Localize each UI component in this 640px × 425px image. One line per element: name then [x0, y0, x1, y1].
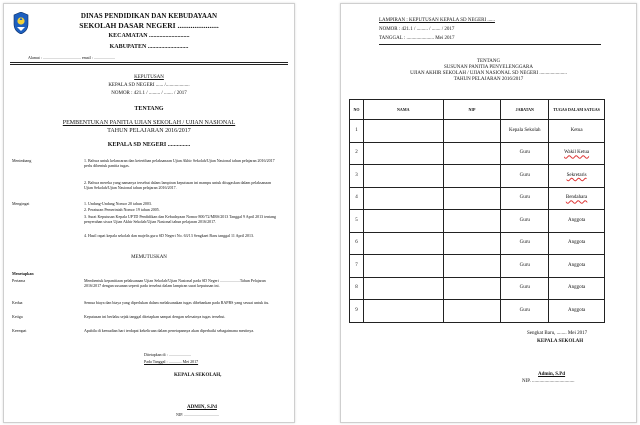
table-row	[350, 300, 605, 323]
lampiran-nomor: NOMOR : 421.1 / ......... / ....... / 2017	[379, 27, 455, 32]
table-header-row	[350, 100, 605, 120]
row-nama	[363, 210, 443, 233]
table-row	[350, 255, 605, 278]
row-tugas: Wakil Ketua	[549, 142, 605, 165]
header-nip: NIP	[443, 100, 501, 120]
row-jabatan: Guru	[501, 210, 549, 233]
lampiran-kepala-sekolah: KEPALA SEKOLAH	[537, 339, 584, 344]
row-nip	[443, 210, 501, 233]
panitia-table	[349, 99, 605, 323]
row-jabatan: Guru	[501, 277, 549, 300]
header-tugas: TUGAS DALAM SATGAS	[549, 100, 605, 120]
header-kecamatan: KECAMATAN ...........................	[108, 33, 190, 39]
lampiran-title-1: SUSUNAN PANITIA PENYELENGGARA	[444, 65, 533, 70]
lampiran-title-3: TAHUN PELAJARAN 2016/2017	[453, 77, 524, 82]
row-nip	[443, 300, 501, 323]
row-no: 9	[350, 300, 364, 323]
subject-line-2: TAHUN PELAJARAN 2016/2017	[107, 128, 191, 134]
keempat-text: Apabila di kemudian hari terdapat kekeliruan dalam penetapannya akan diperbaiki sebagaimana mestinya.	[84, 328, 255, 333]
row-jabatan: Guru	[501, 165, 549, 188]
row-jabatan: Guru	[501, 232, 549, 255]
row-no: 3	[350, 165, 364, 188]
header-no: NO	[350, 100, 364, 120]
kedua-label: Kedua	[12, 300, 23, 305]
ditetapkan-di: Ditetapkan di : ......................	[144, 352, 191, 357]
table-row	[350, 232, 605, 255]
tempat-tanggal: Sengkat Baru, ........ Mei 2017	[527, 331, 588, 336]
row-nama	[363, 255, 443, 278]
header-divider	[10, 62, 288, 65]
kepala-sekolah-name: ADMIN, S.Pd	[187, 405, 217, 410]
header-nama: NAMA	[363, 100, 443, 120]
row-nip	[443, 187, 501, 210]
menimbang-item-1: 1. Bahwa untuk kelancaran dan ketertiban pelaksanaan Ujian Akhir Sekolah/Ujian Nasional tahun pelajaran 2016/2017 perlu dibentuk panitia tugas.	[84, 158, 275, 168]
keputusan-kepala: KEPALA SD NEGERI ...... /...................	[108, 83, 190, 88]
row-tugas: Sekretaris	[549, 165, 605, 188]
row-no: 1	[350, 120, 364, 143]
lampiran-kepala-name: Admin, S.Pd	[538, 372, 566, 377]
menimbang-item-2: 2. Bahwa mereka yang namanya tersebut dalam lampiran keputusan ini mampu untuk ditugaskan dalam pelaksanaan Ujian Sekolah/Ujian Nasional tahun pelajaran 2016/2017.	[84, 180, 271, 190]
row-nip	[443, 165, 501, 188]
header-sekolah: SEKOLAH DASAR NEGERI ......................	[79, 21, 219, 30]
keempat-label: Keempat	[12, 328, 27, 333]
header-jabatan: JABATAN	[501, 100, 549, 120]
lampiran-line: LAMPIRAN : KEPUTUSAN KEPALA SD NEGERI ......	[379, 18, 495, 23]
row-tugas: Anggota	[549, 210, 605, 233]
row-nip	[443, 120, 501, 143]
row-no: 6	[350, 232, 364, 255]
mengingat-item-4: 4. Hasil rapat kepala sekolah dan majelis guru SD Negeri No. 63/13 Sengkaet Baru tanggal 11 April 2013.	[84, 233, 255, 238]
lampiran-page	[340, 3, 637, 423]
kepala-sekolah-nip: NIP. ...................................	[176, 412, 220, 417]
row-tugas: Ketua	[549, 120, 605, 143]
pertama-text: Membentuk kepanitiaan pelaksanaan Ujian Sekolah/Ujian Nasional pada SD Negeri ....................Tahun Pelajaran 2016/2017 dengan susunan seperti pada tersebut dalam lampiran surat keputusan ini.	[84, 278, 266, 288]
header-alamat: Alamat : ...................................... email : .....................	[28, 55, 115, 60]
pertama-label: Pertama	[12, 278, 26, 283]
header-kabupaten: KABUPATEN ...........................	[109, 44, 189, 50]
menetapkan-label: Menetapkan	[12, 271, 34, 276]
table-row	[350, 120, 605, 143]
kepala-sd-heading: KEPALA SD NEGERI ...............	[107, 142, 191, 148]
tentang-heading: TENTANG	[134, 106, 164, 112]
lampiran-tanggal: TANGGAL : ...................... Mei 2017	[379, 36, 455, 41]
lampiran-tentang: TENTANG	[476, 59, 501, 64]
row-no: 7	[350, 255, 364, 278]
kedua-text: Semua biaya dan biaya yang diperlukan dalam melaksanakan tugas dibebankan pada RAPBS yang sesuai untuk itu.	[84, 300, 270, 305]
table-row	[350, 165, 605, 188]
row-no: 4	[350, 187, 364, 210]
row-tugas: Bendahara	[549, 187, 605, 210]
row-nama	[363, 232, 443, 255]
lampiran-kepala-nip: NIP. ..................................	[522, 379, 575, 384]
ketiga-label: Ketiga	[12, 314, 23, 319]
row-jabatan: Guru	[501, 187, 549, 210]
mengingat-item-3: 3. Surat Keputusan Kepala UPTD Pendidikan dan Kebudayaan Nomor 800/72/MRS/2013 Tanggal 9 April 2013 tentang penyerahan siswa Ujian Akhir Sekolah/Ujian Nasional tahun pelajaran 2016/2017.	[84, 214, 276, 224]
subject-line-1: PEMBENTUKAN PANITIA UJIAN SEKOLAH / UJIAN NASIONAL	[62, 120, 236, 126]
ketiga-text: Keputusan ini berlaku sejak tanggal ditetapkan sampai dengan selesainya tugas tersebut.	[84, 314, 226, 319]
row-tugas: Anggota	[549, 277, 605, 300]
table-row	[350, 142, 605, 165]
surat-keputusan-page	[3, 3, 295, 423]
header-dinas: DINAS PENDIDIKAN DAN KEBUDAYAAN	[80, 12, 218, 20]
row-nama	[363, 120, 443, 143]
row-nama	[363, 142, 443, 165]
row-tugas: Anggota	[549, 232, 605, 255]
row-tugas: Anggota	[549, 300, 605, 323]
keputusan-title: KEPUTUSAN	[134, 75, 164, 80]
mengingat-item-1: 1. Undang-Undang Nomor 20 tahun 2003.	[84, 201, 152, 206]
pada-tanggal: Pada Tanggal : ............. Mei 2017	[144, 359, 199, 364]
menimbang-label: Menimbang	[12, 158, 32, 163]
row-nip	[443, 142, 501, 165]
row-nama	[363, 300, 443, 323]
mengingat-label: Mengingat	[12, 201, 30, 206]
row-nama	[363, 187, 443, 210]
row-jabatan: Guru	[501, 142, 549, 165]
lampiran-title-2: UJIAN AKHIR SEKOLAH / UJIAN NASIONAL SD NEGERI ......................	[410, 71, 567, 76]
table-row	[350, 210, 605, 233]
row-no: 2	[350, 142, 364, 165]
row-nama	[363, 277, 443, 300]
row-nama	[363, 165, 443, 188]
row-no: 5	[350, 210, 364, 233]
table-row	[350, 277, 605, 300]
mengingat-item-2: 2. Peraturan Pemerintah Nomor 19 tahun 2005.	[84, 207, 160, 212]
kepala-sekolah-label: KEPALA SEKOLAH,	[174, 373, 222, 378]
row-tugas: Anggota	[549, 255, 605, 278]
row-nip	[443, 232, 501, 255]
row-nip	[443, 255, 501, 278]
memutuskan-heading: MEMUTUSKAN	[131, 255, 167, 260]
row-no: 8	[350, 277, 364, 300]
row-jabatan: Kepala Sekolah	[501, 120, 549, 143]
keputusan-nomor: NOMOR : 421.1 / ......... / ....... / 2017	[111, 91, 187, 96]
row-jabatan: Guru	[501, 300, 549, 323]
table-row	[350, 187, 605, 210]
row-nip	[443, 277, 501, 300]
lampiran-divider	[379, 44, 601, 45]
row-jabatan: Guru	[501, 255, 549, 278]
